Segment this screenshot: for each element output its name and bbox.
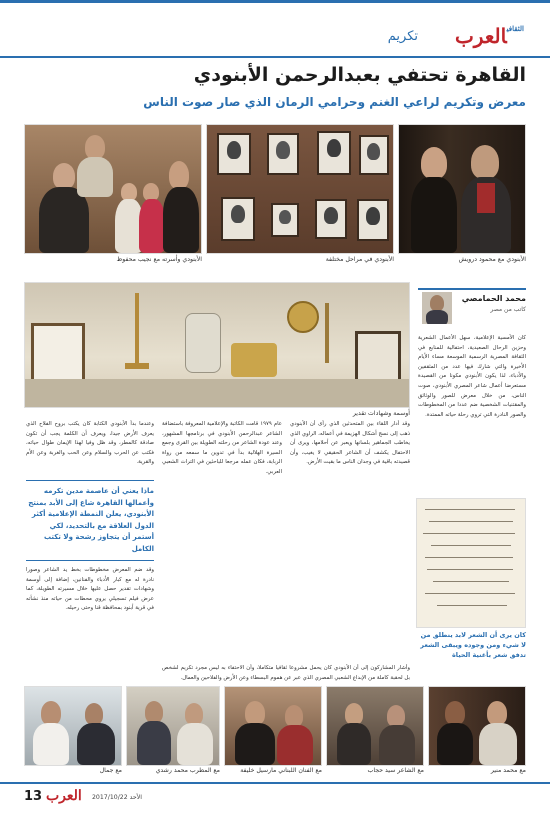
masthead-logo <box>455 24 526 48</box>
section-label: تكريم <box>387 29 418 44</box>
caption-bottom-5: مع محمد منير <box>490 767 526 774</box>
author-role: كاتب من مصر <box>490 306 526 313</box>
photo-abnoudi-family-mahfouz <box>24 124 202 254</box>
photo-abnoudi-stages <box>206 124 394 254</box>
caption-top-right: الأبنودي مع محمود درويش <box>458 256 526 263</box>
photo-with-mounir <box>428 686 526 766</box>
photo-with-sayed-hegab <box>326 686 424 766</box>
body-paragraph: كان الأمسية الإعلامية، سهل الأعمال الشعرية وحزين الرحال الصعيدية، احتفالية للمنابع في الثقافة المصرية الرسمية الموسعة مساء الأيام الأخيرة والتي شارك فيها عدد من المثقفين والأدباء، لذا يكون الأبنودي مكونا من القصيدة مستعرضا أعمال شاعر المصري الأبنودي، صوت الناس، من خلال معرض للصور والوثائق والمقتنيات الشخصية ضم عددا من المخطوطات والصور النادرة التي تروي رحلة حياته الممتدة. <box>418 335 526 418</box>
body-column-left-low <box>26 566 154 660</box>
subheadline: معرض وتكريم لراعي الغنم وحرامي الرمان الذي صار صوت الناس <box>143 95 526 109</box>
body-column-mid-c <box>162 664 410 684</box>
page-number: 13 <box>24 789 43 804</box>
author-box <box>418 288 526 330</box>
caption-bottom-1: مع جمال <box>99 767 122 774</box>
caption-top-left: الأبنودي وأسرته مع نجيب محفوظ <box>116 256 202 263</box>
caption-manuscript: كان يرى أن الشعر لابد ينطلق من لا شيء ومن وجوده ويبقى الشعر تدفق شعر بأغنية الحياة <box>420 631 526 659</box>
top-rule <box>0 0 550 3</box>
body-paragraph: عام ١٩٧٩ قامت الكاتبة والإعلامية المعروفة باستضافة الشاعر عبدالرحمن الأبنودي في برنامجها المشهور، وعند عودة الشاعر من رحلته الطويلة بين القرى وجمع السيرة الهلالية بدأ في تدوين ما سمعه من رواة الربابة، فكان عمله مرجعا للباحثين في التراث الشعبي العربي. <box>162 421 282 475</box>
caption-bottom-4: مع الشاعر سيد حجاب <box>367 767 424 774</box>
caption-medals: أوسمة وشهادات تقدير <box>352 410 410 417</box>
body-column-left-top <box>26 420 154 476</box>
pull-quote-rule <box>26 480 154 481</box>
footer-logo: العرب <box>46 788 82 804</box>
page-footer <box>0 782 550 810</box>
masthead-logo-text: العرب <box>454 24 507 48</box>
masthead-logo-sub: الثقافي <box>506 24 524 33</box>
headline: القاهرة تحتفي بعبدالرحمن الأبنودي <box>193 64 526 86</box>
page-header <box>0 18 550 58</box>
photo-with-marcel-khalife <box>224 686 322 766</box>
caption-bottom-3: مع الفنان اللبناني مارسيل خليفة <box>240 767 322 774</box>
body-paragraph: وقد ضم المعرض مخطوطات بخط يد الشاعر وصورا نادرة له مع كبار الأدباء والفنانين، إضافة إلى أوسمة وشهادات تقدير حصل عليها خلال مسيرته الطويلة، كما عرض فيلم تسجيلي يروي محطات من حياته منذ نشأته في قرية أبنود بمحافظة قنا وحتى رحيله. <box>26 567 154 612</box>
body-paragraph: وأشار المشاركون إلى أن الأبنودي كان يحمل مشروعا ثقافيا متكاملا، وأن الاحتفاء به ليس مجرد تكريم لشخص بل لحقبة كاملة من الإبداع الشعبي المصري الذي عبر عن هموم البسطاء وعن الأرض والفلاحين والعمال. <box>162 665 410 681</box>
photo-with-gamal <box>24 686 122 766</box>
body-paragraph: وقد أدار اللقاء بين المتحدثين الذي رأى أن الأبنودي ذهب إلى نسج أشكال الهزيمة في أعماله، الراوي الذي يخاطب الجماهير بلسانها ويعبر عن أحلامها، ويرى أن الاحتفال يكشف أن الشاعر الحقيقي لا يغيب، وأن قصيدته باقية في وجدان الناس ما بقيت الأرض. <box>290 421 410 466</box>
caption-bottom-2: مع المطرب محمد رشدي <box>155 767 220 774</box>
footer-date: الأحد 2017/10/22 <box>92 794 142 801</box>
caption-top-middle: الأبنودي في مراحل مختلفة <box>325 256 394 263</box>
body-paragraph: وعندما بدأ الأبنودي الكتابة كان يكتب بروح الفلاح الذي يعرف الأرض جيدا، ويعرف أن الكلمة يجب أن تكون صادقة كالمطر، وقد ظل وفيا لهذا الإيمان طوال حياته، فكتب عن الحرب والسلام وعن الحب والغربة وعن الأم والقرية. <box>26 421 154 466</box>
body-column-right-top <box>418 334 526 490</box>
photo-with-mohamed-roshdy <box>126 686 220 766</box>
author-photo <box>422 292 452 324</box>
body-column-mid-b <box>162 420 282 660</box>
photo-abnoudi-darwish <box>398 124 526 254</box>
pull-quote-rule-bottom <box>26 560 154 561</box>
photo-medals-certificates <box>24 282 410 408</box>
author-name: محمد الحمامصي <box>461 294 526 303</box>
photo-manuscript <box>416 498 526 628</box>
body-column-mid-a <box>290 420 410 660</box>
pull-quote: ماذا يعني أن عاصمة مدين تكرمه وأعمالها القاهرة شاع إلى الأبد بمنتج الأبنودي، يعلن النمطة الإعلامية أكثر الدول العلاقة مع بالتحديد، لكي أستمر أن يتجاوز رشحة ولا تكتب الكامل <box>28 487 154 553</box>
